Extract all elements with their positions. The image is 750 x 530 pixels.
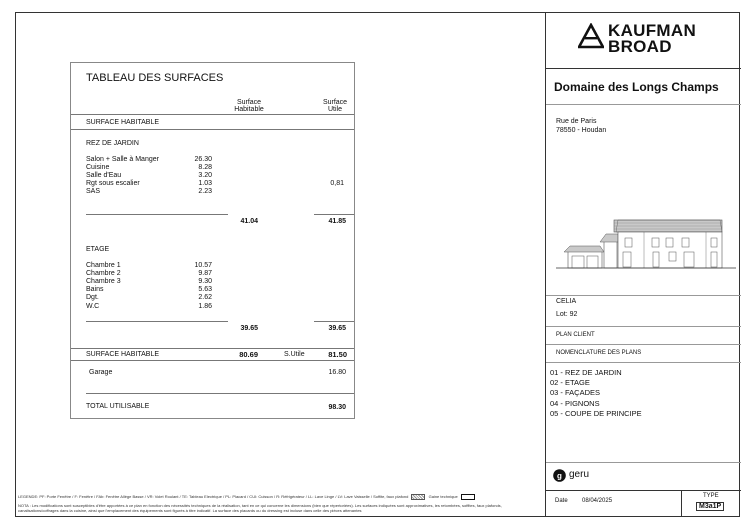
etage-total-habitable: 39.65	[240, 325, 258, 332]
legend-gaine: Gaine technique	[428, 494, 458, 500]
etage-total-utile: 39.65	[328, 325, 346, 332]
legend-nota-1: NOTA : Les modifications sont susceptibles d'être apportées à ce plan en fonction des nécessités techniques de la réalisation, tant en ce qui concerne les dimensions (bien que répertoriées). Les surfaces indiquées sont approximatives, les retombées, soffites, faux plafonds,	[18, 503, 502, 508]
project-name: Domaine des Longs Champs	[554, 80, 719, 94]
plan-list-item: 04 - PIGNONS	[550, 398, 600, 408]
summary-habitable: 80.69	[239, 350, 258, 359]
garage-value: 16.80	[328, 369, 346, 376]
col-utile-header: Surface Utile	[322, 99, 348, 113]
title-block	[545, 12, 740, 517]
date-label: Date	[555, 498, 568, 504]
surface-row-habitable: 2.23	[198, 188, 212, 196]
legend-nota-2: canalisations/coffrages dans la cuisine, ainsi que l'emplacement des équipements sont figurés à titre indicatif. La surface des placards ou du dressing est incluse dans celle des pièces attenantes	[18, 508, 362, 513]
surfaces-table	[70, 62, 355, 419]
surface-row-label: Dgt.	[86, 294, 99, 302]
surface-row-habitable: 8.28	[198, 164, 212, 172]
brand-name: KAUFMAN BROAD	[608, 21, 697, 56]
section-habitable: SURFACE HABITABLE	[86, 119, 160, 126]
surface-row-label: Chambre 2	[86, 270, 121, 278]
kaufman-broad-logo-icon	[578, 23, 604, 49]
total-label: TOTAL UTILISABLE	[86, 403, 150, 410]
type-label: TYPE	[703, 493, 719, 499]
surface-row-label: Rgt sous escalier	[86, 180, 140, 188]
rdj-total-habitable: 41.04	[240, 218, 258, 225]
plan-list-item: 01 - REZ DE JARDIN	[550, 368, 622, 377]
col-habitable-header: Surface Habitable	[234, 99, 264, 113]
surface-row-label: Bains	[86, 286, 104, 294]
total-value: 98.30	[328, 404, 346, 411]
geru-brand: geru	[569, 469, 590, 480]
surface-row-label: Chambre 1	[86, 262, 121, 269]
table-title: TABLEAU DES SURFACES	[86, 72, 224, 84]
type-value: M3a1P	[696, 502, 724, 511]
rdj-total-utile: 41.85	[328, 218, 346, 225]
surface-row-label: Salon + Salle à Manger	[86, 156, 159, 163]
date-value: 08/04/2025	[582, 498, 613, 504]
surface-row-label: Cuisine	[86, 164, 110, 172]
surface-row-habitable: 3.20	[198, 172, 212, 180]
svg-text:g: g	[557, 471, 562, 481]
plan-list-item: 03 - FAÇADES	[550, 388, 601, 398]
legend	[18, 494, 502, 513]
rdj-title: REZ DE JARDIN	[86, 140, 139, 147]
surface-row-habitable: 2.62	[198, 294, 212, 302]
plan-list-item: 02 - ETAGE	[550, 378, 590, 388]
surface-row-utile: 0,81	[330, 180, 344, 188]
surface-row-label: Chambre 3	[86, 278, 121, 286]
surface-row-habitable: 9.30	[198, 278, 212, 286]
plan-type: PLAN CLIENT	[556, 332, 595, 338]
lot-number: Lot: 92	[556, 311, 578, 318]
summary-utile: 81.50	[328, 350, 347, 359]
project-address: Rue de Paris 78550 - Houdan	[556, 118, 607, 134]
surface-row-habitable: 1.86	[198, 302, 212, 310]
plan-list-item: 05 - COUPE DE PRINCIPE	[550, 408, 642, 418]
nomenclature-title: NOMENCLATURE DES PLANS	[556, 350, 642, 356]
summary-utile-label: S.Utile	[284, 351, 305, 358]
surface-row-label: Salle d'Eau	[86, 172, 122, 180]
summary-label: SURFACE HABITABLE	[86, 351, 160, 358]
legend-text: LEGENDE: PF: Porte Fenêtre / F: Fenêtre / FAb: Fenêtre Allège Basse / VR: Volet Roulant / TE: Tableau Electrique / PL: Placard / CUI: Cuisson / R: Réfrigérateur / LL: Lave Linge / LV: Lave Vaisselle / Soffite, faux plafond	[18, 494, 409, 500]
garage-label: Garage	[89, 369, 113, 376]
surface-row-label: SAS	[86, 188, 101, 196]
geru-logo-icon	[553, 469, 566, 482]
house-elevation-drawing	[556, 212, 736, 272]
surface-row-habitable: 26.30	[194, 156, 212, 163]
surface-row-habitable: 9.87	[198, 270, 212, 278]
surface-row-habitable: 5.63	[198, 286, 212, 294]
gaine-swatch-icon	[461, 494, 475, 500]
model-name: CELIA	[556, 298, 577, 305]
etage-title: ETAGE	[86, 246, 110, 253]
surface-row-habitable: 1.03	[198, 180, 212, 188]
surface-row-label: W.C	[86, 302, 100, 310]
surface-row-habitable: 10.57	[194, 262, 212, 269]
hatch-swatch-icon	[411, 494, 425, 500]
